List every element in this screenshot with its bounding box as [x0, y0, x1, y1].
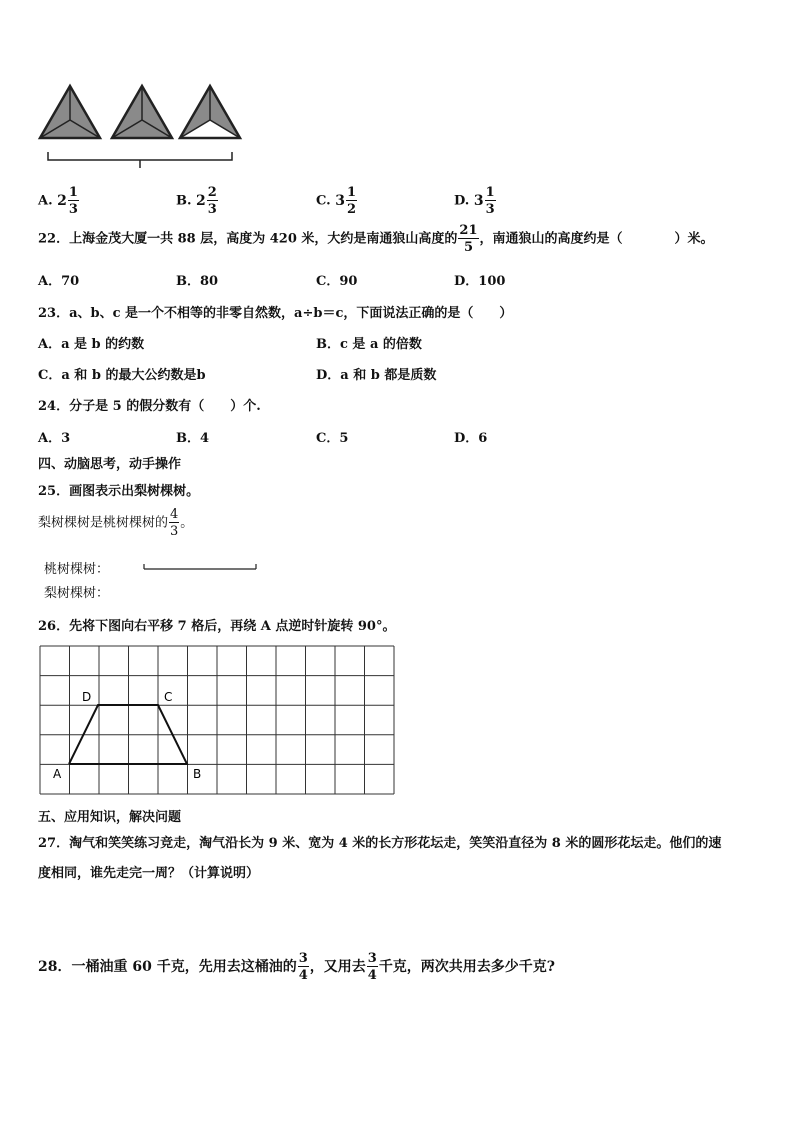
triangle-figures	[36, 80, 246, 172]
section-heading-5: 五、应用知识，解决问题	[38, 810, 182, 825]
triangle-two-thirds-shaded	[180, 86, 240, 138]
q22-text-before: 22．上海金茂大厦一共 88 层，高度为 420 米，大约是南通狼山高度的	[38, 231, 458, 247]
numerator: 3	[298, 951, 308, 966]
mixed-whole: 2	[196, 193, 206, 209]
denominator: 3	[170, 524, 179, 539]
fraction	[207, 186, 218, 216]
q23-question: 23．a、b、c 是一个不相等的非零自然数，a÷b＝c，下面说法正确的是（ ）	[38, 306, 513, 321]
q23-option-a[interactable]: A．a 是 b 的约数	[38, 337, 145, 352]
triangle-fully-shaded	[40, 86, 100, 138]
point-label-c: C	[164, 690, 173, 704]
grid-figure	[36, 642, 396, 798]
q27-question-line1: 27．淘气和笑笑练习竞走，淘气沿长为 9 米、宽为 4 米的长方形花坛走，笑笑沿直径为 8 米的圆形花坛走。他们的速	[38, 836, 722, 851]
q21-option-c[interactable]	[316, 186, 358, 216]
denominator: 3	[485, 202, 495, 217]
numerator: 4	[170, 507, 179, 522]
q23-option-b[interactable]: B．c 是 a 的倍数	[316, 337, 422, 352]
q28-text-2: ，又用去	[309, 959, 366, 975]
denominator: 4	[367, 968, 377, 983]
fraction	[485, 186, 496, 216]
pear-tree-label: 梨树棵树：	[44, 586, 110, 601]
q23-option-c[interactable]: C．a 和 b 的最大公约数是b	[38, 368, 206, 383]
mixed-whole: 2	[57, 193, 67, 209]
numerator: 1	[68, 185, 78, 200]
q25-text-after: 。	[180, 515, 194, 531]
q25-question: 25．画图表示出梨树棵树。	[38, 484, 200, 499]
point-label-d: D	[82, 690, 92, 704]
grid	[40, 646, 394, 794]
q24-question: 24．分子是 5 的假分数有（ ）个.	[38, 399, 261, 414]
mixed-whole: 3	[473, 193, 484, 209]
point-label-a: A	[53, 767, 62, 781]
q24-option-a[interactable]: A．3	[38, 431, 71, 446]
section-heading-4: 四、动脑思考，动手操作	[38, 457, 182, 472]
q22-option-b[interactable]: B．80	[176, 274, 219, 289]
q23-option-d[interactable]: D．a 和 b 都是质数	[316, 368, 437, 383]
option-letter: B.	[176, 193, 192, 209]
q22-option-c[interactable]: C．90	[316, 274, 358, 289]
q24-option-b[interactable]: B．4	[176, 431, 210, 446]
numerator: 2	[207, 185, 217, 200]
denominator: 3	[68, 202, 78, 217]
q22-option-d[interactable]: D．100	[454, 274, 506, 289]
q28-text-1: 28．一桶油重 60 千克，先用去这桶油的	[38, 959, 297, 975]
q26-question: 26．先将下图向右平移 7 格后，再绕 A 点逆时针旋转 90°。	[38, 619, 396, 634]
q25-text-before: 梨树棵树是桃树棵树的	[38, 515, 169, 531]
q21-option-b[interactable]	[176, 186, 219, 216]
denominator: 2	[346, 202, 356, 217]
q25-condition	[38, 508, 193, 538]
fraction	[458, 224, 478, 254]
peach-tree-label: 桃树棵树：	[44, 562, 110, 577]
q22-question	[38, 224, 714, 254]
denominator: 5	[463, 240, 473, 255]
q22-text-after: ，南通狼山的高度约是（ ）米。	[479, 231, 714, 247]
q28-question	[38, 952, 555, 982]
mixed-whole: 3	[335, 193, 345, 209]
numerator: 1	[485, 185, 495, 200]
q21-option-a[interactable]	[38, 186, 80, 216]
numerator: 1	[346, 185, 356, 200]
fraction	[346, 186, 357, 216]
fraction	[68, 186, 79, 216]
denominator: 3	[207, 202, 217, 217]
q21-option-d[interactable]	[454, 186, 497, 216]
q24-option-c[interactable]: C．5	[316, 431, 349, 446]
option-letter: D.	[454, 193, 470, 209]
triangle-fully-shaded-2	[112, 86, 172, 138]
q28-text-3: 千克，两次共用去多少千克?	[378, 959, 556, 975]
numerator: 3	[367, 951, 377, 966]
option-letter: A.	[38, 193, 53, 209]
q24-option-d[interactable]: D．6	[454, 431, 488, 446]
option-letter: C.	[316, 193, 331, 209]
point-label-b: B	[193, 767, 202, 781]
denominator: 4	[298, 968, 308, 983]
fraction	[298, 952, 309, 982]
numerator: 21	[459, 223, 478, 238]
fraction	[367, 952, 378, 982]
q27-question-line2: 度相同，谁先走完一周？（计算说明）	[38, 866, 260, 881]
brace	[48, 152, 232, 168]
peach-tree-segment	[142, 560, 260, 574]
q22-option-a[interactable]: A．70	[38, 274, 80, 289]
fraction	[169, 508, 179, 538]
